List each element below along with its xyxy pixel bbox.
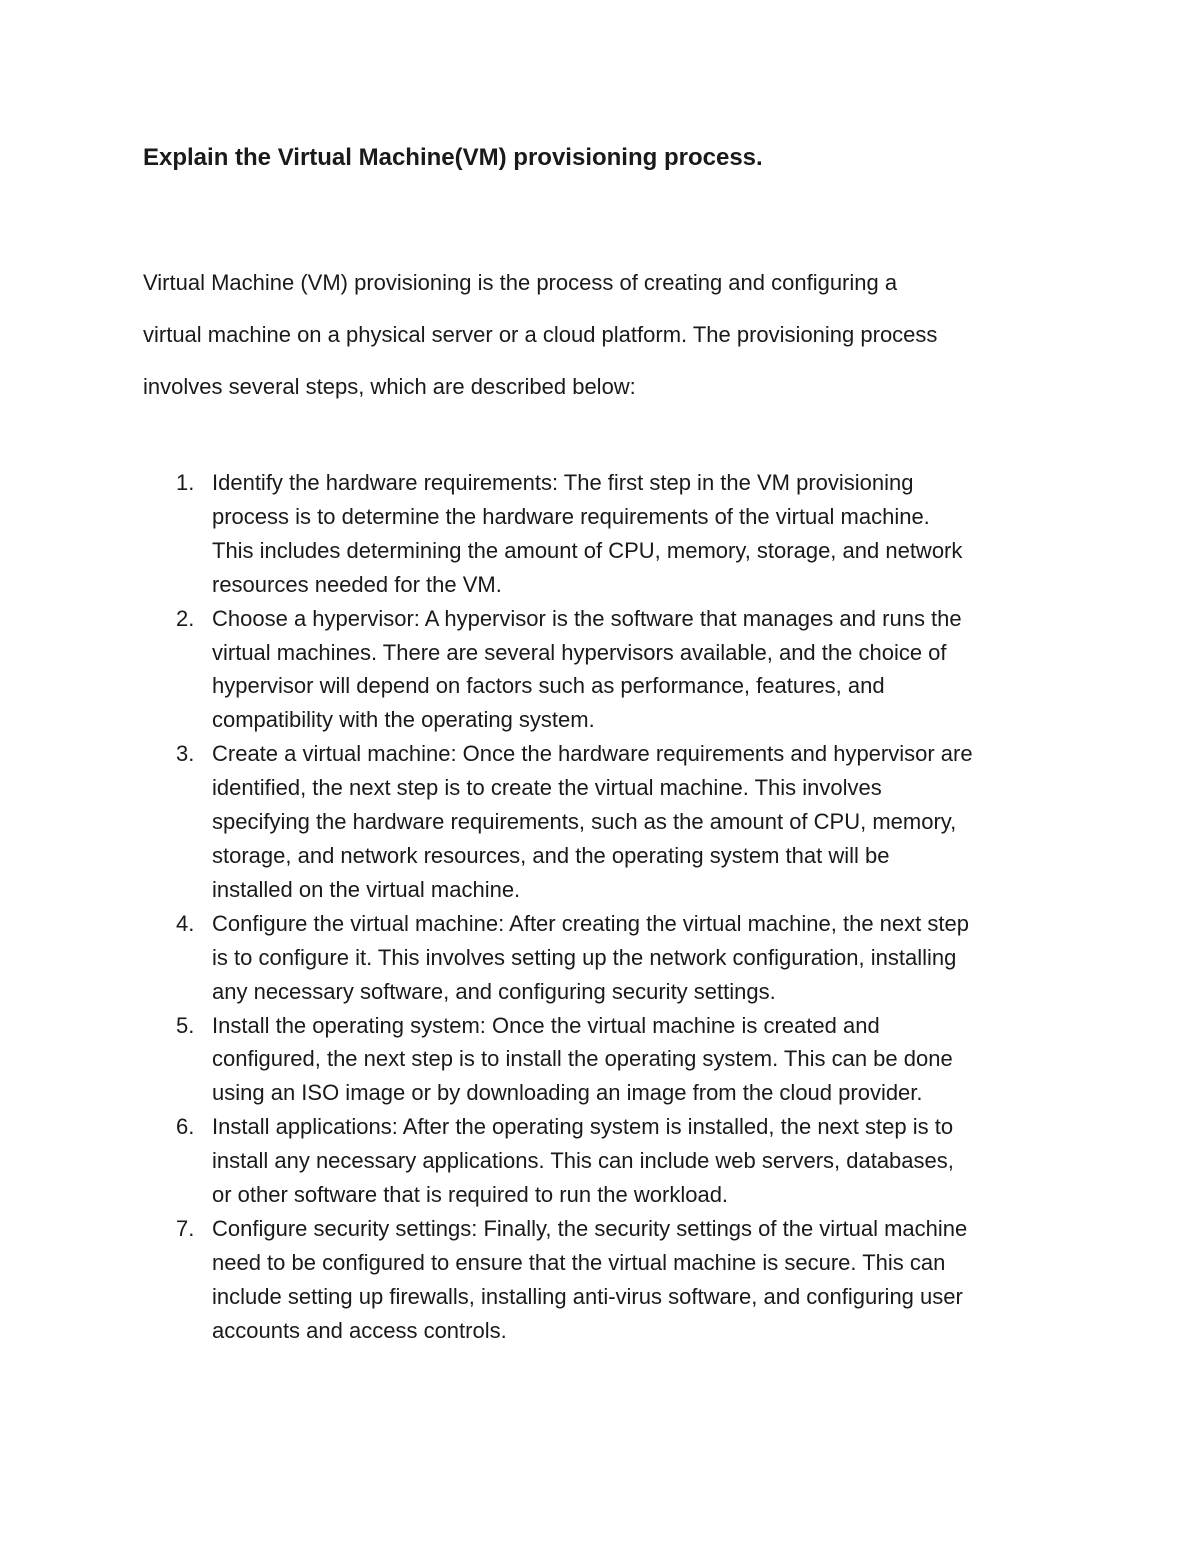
- step-line: install any necessary applications. This can include web servers, databases,: [212, 1148, 954, 1174]
- step-line: Configure the virtual machine: After creating the virtual machine, the next step: [212, 910, 969, 936]
- step-number: 1.: [176, 470, 195, 495]
- steps-list: [143, 466, 1083, 1348]
- step-number: 4.: [176, 910, 195, 936]
- step-line: Configure security settings: Finally, the security settings of the virtual machine: [212, 1215, 968, 1241]
- step-line: any necessary software, and configuring security settings.: [212, 978, 776, 1004]
- intro-line: virtual machine on a physical server or a cloud platform. The provisioning process: [143, 322, 938, 347]
- step-line: installed on the virtual machine.: [212, 876, 521, 902]
- step-line: storage, and network resources, and the operating system that will be: [212, 842, 890, 868]
- step-line: process is to determine the hardware requirements of the virtual machine.: [212, 503, 930, 529]
- step-line: Create a virtual machine: Once the hardware requirements and hypervisor are: [212, 741, 973, 767]
- step-line: Install the operating system: Once the virtual machine is created and: [212, 1012, 880, 1038]
- step-line: virtual machines. There are several hypervisors available, and the choice of: [212, 639, 947, 665]
- step-line: configured, the next step is to install the operating system. This can be done: [212, 1046, 953, 1072]
- list-item-step-5: [143, 1009, 1083, 1111]
- list-item-step-3: [143, 737, 1083, 907]
- step-line: Choose a hypervisor: A hypervisor is the software that manages and runs the: [212, 605, 962, 631]
- list-item-step-2: [143, 602, 1083, 738]
- step-line: Identify the hardware requirements: The first step in the VM provisioning: [212, 470, 914, 495]
- step-line: hypervisor will depend on factors such as performance, features, and: [212, 673, 885, 699]
- step-line: accounts and access controls.: [212, 1317, 507, 1343]
- step-line: resources needed for the VM.: [212, 571, 502, 597]
- step-line: Install applications: After the operating system is installed, the next step is to: [212, 1114, 954, 1140]
- page-title: Explain the Virtual Machine(VM) provisioning process.: [143, 144, 763, 171]
- step-line: need to be configured to ensure that the virtual machine is secure. This can: [212, 1249, 946, 1275]
- intro-line: Virtual Machine (VM) provisioning is the process of creating and configuring a: [143, 270, 898, 295]
- step-line: This includes determining the amount of CPU, memory, storage, and network: [212, 537, 963, 563]
- list-item-step-7: [143, 1212, 1083, 1348]
- step-number: 7.: [176, 1215, 195, 1241]
- list-item-step-1: [143, 466, 1083, 602]
- step-number: 6.: [176, 1114, 195, 1140]
- step-number: 3.: [176, 741, 195, 767]
- step-line: using an ISO image or by downloading an image from the cloud provider.: [212, 1080, 923, 1106]
- intro-line: involves several steps, which are described below:: [143, 374, 636, 399]
- step-number: 2.: [176, 605, 195, 631]
- step-line: identified, the next step is to create the virtual machine. This involves: [212, 775, 882, 801]
- step-line: is to configure it. This involves setting up the network configuration, installing: [212, 944, 957, 970]
- step-line: include setting up firewalls, installing anti-virus software, and configuring user: [212, 1283, 963, 1309]
- list-item-step-4: [143, 907, 1083, 1009]
- intro-paragraph: [143, 257, 1063, 413]
- step-number: 5.: [176, 1012, 195, 1038]
- step-line: compatibility with the operating system.: [212, 707, 595, 733]
- list-item-step-6: [143, 1110, 1083, 1212]
- step-line: or other software that is required to run the workload.: [212, 1182, 729, 1208]
- step-line: specifying the hardware requirements, such as the amount of CPU, memory,: [212, 809, 957, 835]
